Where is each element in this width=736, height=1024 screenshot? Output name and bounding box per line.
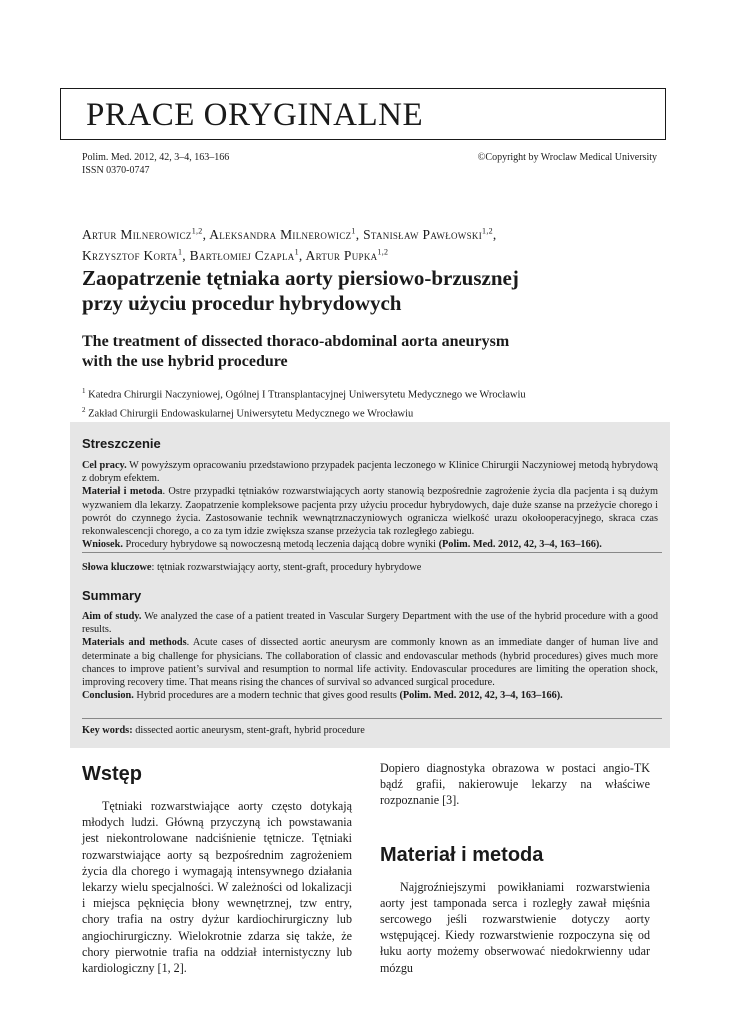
- heading-wstep: Wstęp: [82, 763, 142, 785]
- summary-text: Aim of study. We analyzed the case of a patient treated in Vascular Surgery Department with the use of the hybrid procedure with a good results. Materials and methods. Acute cases of dissected aortic aneurysm are commonly known as an immediate danger of human live and determinate a big challenge for physicians. The collaboration of classic and endovascular methods (hybrid procedures) gives much more chances to improve patient’s survival and resumption to normal life activity. Endovascular procedures are limiting the operation shock, improving recovery time. That means rising the chances of survival so advanced surgical procedure. Conclusion. Hybrid procedures are a modern technic that gives good results (Polim. Med. 2012, 42, 3–4, 163–166).: [82, 611, 658, 702]
- paragraph: Dopiero diagnostyka obrazowa w postaci angio-TK bądź grafii, nakierowuje lekarzy na właściwe rozpoznanie [3].: [380, 761, 650, 808]
- title-polish: Zaopatrzenie tętniaka aorty piersiowo-brzusznej przy użyciu procedur hybrydowych: [82, 266, 519, 315]
- abstract-box: [70, 422, 670, 748]
- section-title: PRACE ORYGINALNE: [86, 97, 424, 133]
- summary-heading: Summary: [82, 588, 142, 603]
- affiliation: $^2$ Zakład Chirurgii Endowaskularnej Uniwersytetu Medycznego we Wrocławiu: [82, 405, 414, 419]
- author: Artur Milnerowicz$^{1,2}$,: [82, 226, 210, 242]
- copyright: ©Copyright by Wroclaw Medical University: [477, 152, 657, 163]
- divider: [82, 718, 662, 719]
- citation-issn: ISSN 0370-0747: [82, 165, 150, 176]
- affiliations: [82, 384, 662, 421]
- affiliation: $^1$ Katedra Chirurgii Naczyniowej, Ogólnej I Ttransplantacyjnej Uniwersytetu Medycznego we Wrocławiu: [82, 387, 526, 401]
- author-list: [82, 222, 642, 265]
- paragraph: Najgroźniejszymi powikłaniami rozwarstwienia aorty jest tamponada serca i rozległy zawał mięśnia sercowego jeśli rozwarstwienie dotyczy aorty wstępującej. Kiedy rozwarstwienie rozpoczyna się od łuku aorty możemy obserwować niedokrwienny udar mózgu: [380, 879, 650, 975]
- divider: [82, 552, 662, 553]
- summary-keywords: Key words: dissected aortic aneurysm, stent-graft, hybrid procedure: [82, 725, 365, 736]
- streszczenie-text: Cel pracy. W powyższym opracowaniu przedstawiono przypadek pacjenta leczonego w Klinice Chirurgii Naczyniowej metodą hybrydową z dobrym efektem. Materiał i metoda. Ostre przypadki tętniaków rozwarstwiających aorty stanowią bezpośrednie zagrożenie życia dla pacjenta i są dużym wyzwaniem dla lekarzy. Zaopatrzenie kompleksowe pacjenta przy użyciu procedur hybrydowych, daje duże szanse na przeżycie chorego i powrót do czynnego życia. Zastosowanie technik wewnątrznaczyniowych ogranicza wielkość urazu okołooperacyjnego, skraca czas rekonwalescencji chorego, a co za tym idzie zwiększa szanse przeżycia tak rozległego zabiegu. Wniosek. Procedury hybrydowe są nowoczesną metodą leczenia dającą dobre wyniki (Polim. Med. 2012, 42, 3–4, 163–166).: [82, 460, 659, 551]
- paragraph: Tętniaki rozwarstwiające aorty często dotykają młodych ludzi. Główną przyczyną ich powstawania jest niekontrolowane nadciśnienie tętnicze. Tętniaki rozwarstwiające aorty są bezpośrednim zagrożeniem życia dla chorego i wymagają intensywnego działania lekarzy wielu specjalności. W zależności od lokalizacji i miejsca pęknięcia błony wewnętrznej, tzw entry, chory trafia na ostry dyżur kardiochirurgiczny lub angiochirurgiczny. Wielokrotnie zdarza się także, że chory pierwotnie trafia na oddział internistyczny lub kardiologiczny [1, 2].: [82, 799, 352, 976]
- column-right: [380, 760, 650, 976]
- heading-material-metoda: Materiał i metoda: [380, 843, 544, 866]
- column-left: [82, 760, 352, 976]
- title-english: The treatment of dissected thoraco-abdominal aorta aneurysm with the use hybrid procedure: [82, 333, 510, 370]
- citation: [82, 151, 229, 177]
- streszczenie-keywords: Słowa kluczowe: tętniak rozwarstwiający aorty, stent-graft, procedury hybrydowe: [82, 562, 422, 573]
- author: Stanisław Pawłowski$^{1,2}$,: [363, 226, 497, 242]
- author: Bartłomiej Czapla$^1$,: [189, 247, 306, 263]
- author: Aleksandra Milnerowicz$^1$,: [209, 226, 364, 242]
- streszczenie-heading: Streszczenie: [82, 436, 161, 451]
- author: Krzysztof Korta$^1$,: [82, 247, 190, 263]
- citation-journal: Polim. Med. 2012, 42, 3–4, 163–166: [82, 152, 230, 163]
- section-header-box: [60, 88, 666, 140]
- author: Artur Pupka$^{1,2}$: [305, 247, 389, 263]
